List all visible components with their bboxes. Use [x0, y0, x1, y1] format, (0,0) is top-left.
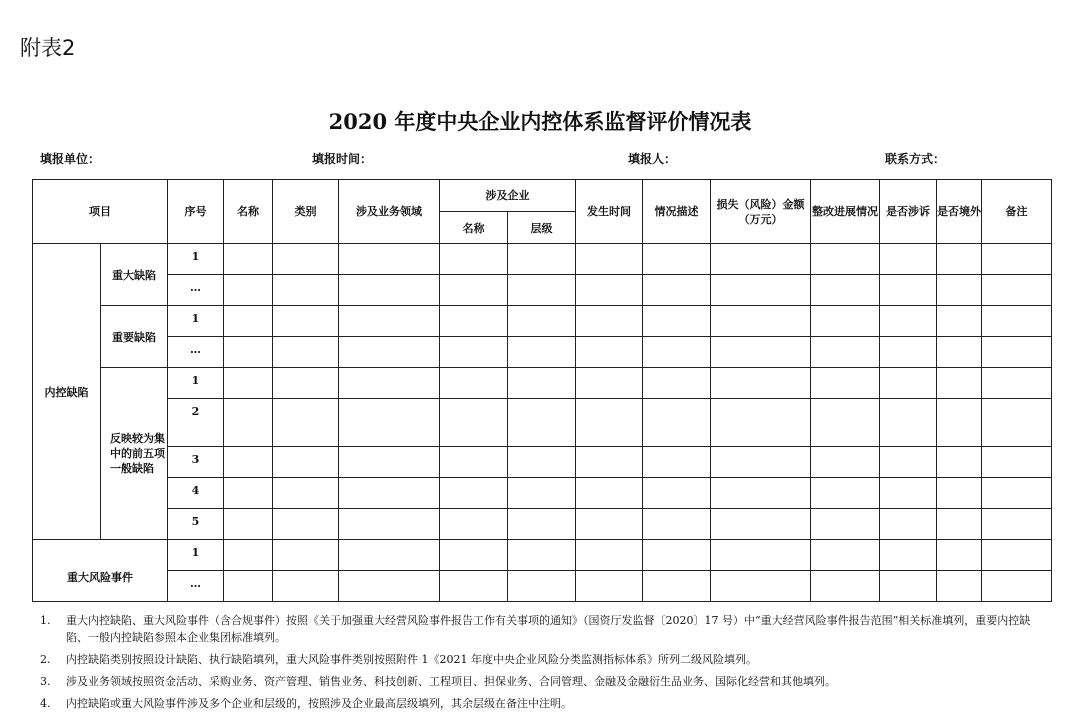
table-row: [33, 571, 1052, 602]
note-number: 1.: [40, 614, 51, 627]
attachment-label: 附表2: [20, 36, 76, 60]
seq-cell: 1: [168, 244, 224, 275]
table-row: [33, 306, 1052, 337]
fill-unit-label: 填报单位：: [40, 152, 101, 166]
note-number: 4.: [40, 697, 51, 710]
note-text: 内控缺陷或重大风险事件涉及多个企业和层级的，按照涉及企业最高层级填列，其余层级在备注中注明。: [66, 697, 572, 710]
seq-cell: …: [168, 337, 224, 368]
header-business-area: 涉及业务领域: [339, 180, 440, 244]
seq-cell: 1: [168, 306, 224, 337]
evaluation-table: [32, 179, 1052, 602]
header-progress: 整改进展情况: [811, 180, 880, 244]
table-row: [33, 509, 1052, 540]
fill-time-label: 填报时间：: [312, 152, 373, 166]
note-number: 2.: [40, 653, 51, 666]
table-row: [33, 275, 1052, 306]
table-row: [33, 244, 1052, 275]
seq-cell: …: [168, 275, 224, 306]
note-number: 3.: [40, 675, 51, 688]
header-category: 类别: [273, 180, 339, 244]
header-item: 项目: [33, 180, 168, 244]
note-item: [40, 651, 1052, 668]
subgroup-major-defect: 重大缺陷: [101, 244, 168, 306]
header-description: 情况描述: [643, 180, 711, 244]
filler-label: 填报人：: [628, 152, 677, 166]
note-item: [40, 612, 1052, 646]
note-item: [40, 673, 1052, 690]
table-row: [33, 337, 1052, 368]
table-row: [33, 399, 1052, 447]
seq-cell: 3: [168, 447, 224, 478]
header-enterprise-name: 名称: [440, 212, 508, 244]
seq-cell: 1: [168, 540, 224, 571]
header-remark: 备注: [982, 180, 1052, 244]
header-overseas: 是否境外: [937, 180, 982, 244]
seq-cell: 1: [168, 368, 224, 399]
note-text: 重大内控缺陷、重大风险事件（含合规事件）按照《关于加强重大经营风险事件报告工作有关事项的通知》（国资厅发监督〔2020〕17 号）中“重大经营风险事件报告范围”相关标准填列，重要内控缺陷、一般内控缺陷参照本企业集团标准填列。: [66, 614, 1031, 644]
note-text: 涉及业务领域按照资金活动、采购业务、资产管理、销售业务、科技创新、工程项目、担保业务、合同管理、金融及金融衍生品业务、国际化经营和其他填列。: [66, 675, 836, 688]
header-enterprise: 涉及企业: [440, 180, 576, 212]
notes-section: [40, 612, 1052, 717]
header-row: [33, 180, 1052, 212]
page-title: 2020 年度中央企业内控体系监督评价情况表: [328, 109, 752, 134]
seq-cell: 4: [168, 478, 224, 509]
header-loss: 损失（风险）金额（万元）: [711, 180, 811, 244]
header-name: 名称: [224, 180, 273, 244]
table-row: [33, 478, 1052, 509]
header-occur-time: 发生时间: [576, 180, 643, 244]
header-litigation: 是否涉诉: [880, 180, 937, 244]
table-row: [33, 368, 1052, 399]
contact-label: 联系方式：: [885, 152, 946, 166]
seq-cell: 5: [168, 509, 224, 540]
seq-cell: …: [168, 571, 224, 602]
subgroup-important-defect: 重要缺陷: [101, 306, 168, 368]
group-major-risk: 重大风险事件: [33, 540, 168, 602]
seq-cell: 2: [168, 399, 224, 447]
table-row: [33, 447, 1052, 478]
subgroup-top5-general-defect: 反映较为集中的前五项一般缺陷: [101, 368, 168, 540]
table-row: [33, 540, 1052, 571]
note-text: 内控缺陷类别按照设计缺陷、执行缺陷填列，重大风险事件类别按照附件 1《2021 年度中央企业风险分类监测指标体系》所列二级风险填列。: [66, 653, 757, 666]
header-enterprise-level: 层级: [508, 212, 576, 244]
note-item: [40, 695, 1052, 712]
header-seq: 序号: [168, 180, 224, 244]
group-internal-control: 内控缺陷: [33, 244, 101, 540]
